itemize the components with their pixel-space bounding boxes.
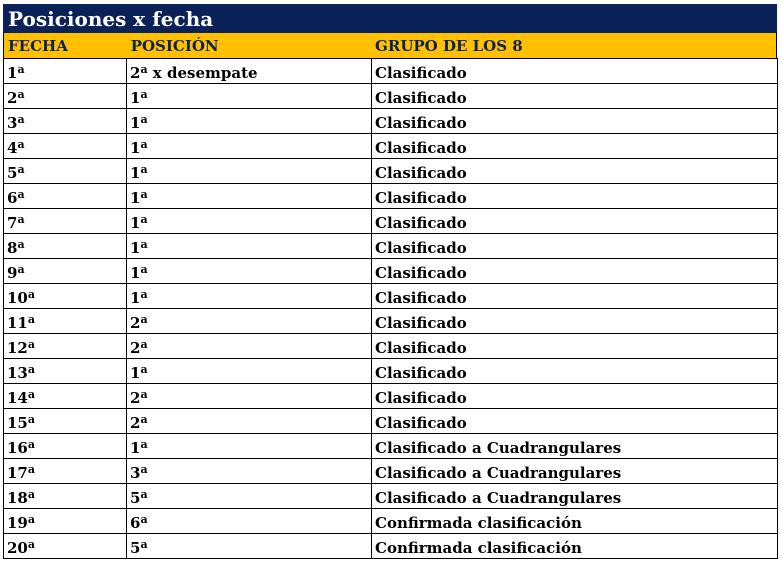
fecha-ordinal [7, 313, 35, 333]
cell-fecha[interactable] [4, 509, 127, 534]
fecha-number: 8 [7, 239, 18, 257]
cell-posicion[interactable] [127, 109, 372, 134]
fecha-ordinal [7, 488, 35, 508]
posicion-ordinal [130, 63, 148, 83]
cell-posicion[interactable] [127, 234, 372, 259]
header-grupo[interactable]: GRUPO DE LOS 8 [375, 36, 523, 55]
cell-posicion[interactable] [127, 159, 372, 184]
fecha-ordinal-suffix: a [17, 113, 25, 126]
posicion-number: 1 [130, 439, 141, 457]
table-row [4, 359, 778, 384]
fecha-ordinal [7, 238, 25, 258]
posicion-ordinal-suffix: a [140, 438, 148, 451]
table-row [4, 484, 778, 509]
cell-fecha[interactable] [4, 359, 127, 384]
posicion-number: 1 [130, 214, 141, 232]
cell-fecha[interactable] [4, 459, 127, 484]
cell-fecha[interactable] [4, 284, 127, 309]
posicion-number: 1 [130, 89, 141, 107]
cell-fecha[interactable] [4, 59, 127, 84]
cell-grupo[interactable]: Clasificado [372, 159, 778, 184]
cell-posicion[interactable] [127, 309, 372, 334]
fecha-ordinal [7, 413, 35, 433]
fecha-ordinal [7, 113, 25, 133]
cell-fecha[interactable] [4, 84, 127, 109]
fecha-ordinal-suffix: a [27, 288, 36, 301]
cell-grupo[interactable]: Clasificado [372, 209, 778, 234]
cell-posicion[interactable] [127, 359, 372, 384]
cell-grupo[interactable]: Clasificado [372, 359, 778, 384]
fecha-ordinal [7, 163, 25, 183]
table-row [4, 109, 778, 134]
cell-grupo[interactable]: Clasificado [372, 334, 778, 359]
fecha-ordinal-suffix: a [27, 413, 36, 426]
posicion-number: 2 [130, 414, 141, 432]
posicion-ordinal-suffix: a [140, 538, 148, 551]
posicion-ordinal-suffix: a [140, 363, 148, 376]
cell-fecha[interactable] [4, 134, 127, 159]
posicion-ordinal [130, 388, 148, 408]
fecha-number: 12 [7, 339, 28, 357]
posicion-ordinal-suffix: a [140, 338, 148, 351]
posicion-ordinal [130, 313, 148, 333]
posicion-number: 2 [130, 389, 141, 407]
cell-grupo[interactable]: Clasificado [372, 234, 778, 259]
spreadsheet [3, 4, 777, 559]
cell-grupo[interactable]: Clasificado [372, 409, 778, 434]
fecha-ordinal [7, 213, 25, 233]
posicion-ordinal-suffix: a [140, 413, 148, 426]
posicion-ordinal-suffix: a [140, 463, 148, 476]
table-row [4, 284, 778, 309]
cell-posicion[interactable] [127, 384, 372, 409]
cell-fecha[interactable] [4, 384, 127, 409]
fecha-ordinal-suffix: a [27, 363, 36, 376]
table-row [4, 384, 778, 409]
posicion-number: 2 [130, 314, 141, 332]
posicion-ordinal [130, 163, 148, 183]
posicion-ordinal-suffix: a [140, 188, 148, 201]
posicion-ordinal-suffix: a [140, 388, 148, 401]
fecha-number: 7 [7, 214, 18, 232]
fecha-number: 17 [7, 464, 28, 482]
cell-posicion[interactable] [127, 184, 372, 209]
fecha-ordinal-suffix: a [17, 238, 25, 251]
fecha-ordinal-suffix: a [27, 338, 36, 351]
cell-fecha[interactable] [4, 434, 127, 459]
cell-posicion[interactable] [127, 284, 372, 309]
posicion-number: 1 [130, 264, 141, 282]
fecha-ordinal [7, 263, 25, 283]
cell-posicion[interactable] [127, 434, 372, 459]
cell-grupo[interactable]: Clasificado [372, 84, 778, 109]
cell-grupo[interactable]: Clasificado [372, 134, 778, 159]
posicion-ordinal [130, 238, 148, 258]
posicion-ordinal [130, 188, 148, 208]
fecha-ordinal [7, 513, 35, 533]
cell-posicion[interactable] [127, 134, 372, 159]
posicion-ordinal [130, 113, 148, 133]
cell-fecha[interactable] [4, 184, 127, 209]
fecha-ordinal-suffix: a [17, 63, 25, 76]
cell-grupo[interactable]: Clasificado a Cuadrangulares [372, 434, 778, 459]
posicion-ordinal [130, 513, 148, 533]
fecha-number: 2 [7, 89, 18, 107]
fecha-number: 16 [7, 439, 28, 457]
posicion-ordinal [130, 288, 148, 308]
posicion-note: x desempate [147, 64, 258, 82]
posicion-number: 3 [130, 464, 141, 482]
table-row [4, 234, 778, 259]
cell-posicion[interactable] [127, 409, 372, 434]
table-row [4, 209, 778, 234]
posicion-ordinal-suffix: a [140, 138, 148, 151]
posicion-ordinal-suffix: a [140, 488, 148, 501]
posicion-ordinal-suffix: a [140, 63, 148, 76]
fecha-number: 13 [7, 364, 28, 382]
fecha-number: 15 [7, 414, 28, 432]
table-row [4, 534, 778, 559]
fecha-ordinal [7, 188, 25, 208]
fecha-number: 20 [7, 539, 28, 557]
posicion-ordinal [130, 438, 148, 458]
posicion-ordinal [130, 88, 148, 108]
cell-grupo[interactable]: Clasificado a Cuadrangulares [372, 484, 778, 509]
posicion-number: 2 [130, 339, 141, 357]
header-fecha[interactable]: FECHA [8, 36, 68, 55]
posicion-ordinal-suffix: a [140, 238, 148, 251]
posicion-ordinal [130, 213, 148, 233]
cell-grupo[interactable]: Confirmada clasificación [372, 509, 778, 534]
fecha-ordinal-suffix: a [27, 488, 36, 501]
fecha-number: 5 [7, 164, 18, 182]
fecha-ordinal [7, 463, 35, 483]
fecha-ordinal [7, 438, 35, 458]
posicion-ordinal [130, 488, 148, 508]
cell-posicion[interactable] [127, 334, 372, 359]
posicion-number: 1 [130, 139, 141, 157]
fecha-number: 14 [7, 389, 28, 407]
cell-grupo[interactable]: Clasificado [372, 259, 778, 284]
fecha-number: 3 [7, 114, 18, 132]
fecha-ordinal-suffix: a [27, 313, 36, 326]
cell-grupo[interactable]: Clasificado [372, 309, 778, 334]
posicion-ordinal [130, 263, 148, 283]
fecha-ordinal-suffix: a [17, 88, 25, 101]
fecha-number: 1 [7, 64, 18, 82]
posicion-number: 1 [130, 114, 141, 132]
fecha-ordinal [7, 388, 35, 408]
table-row [4, 59, 778, 84]
posicion-number: 1 [130, 289, 141, 307]
cell-fecha[interactable] [4, 259, 127, 284]
table-row [4, 159, 778, 184]
posicion-ordinal [130, 413, 148, 433]
fecha-number: 4 [7, 139, 18, 157]
cell-fecha[interactable] [4, 159, 127, 184]
cell-posicion[interactable] [127, 534, 372, 559]
cell-grupo[interactable]: Clasificado [372, 284, 778, 309]
cell-posicion[interactable] [127, 459, 372, 484]
cell-fecha[interactable] [4, 234, 127, 259]
posicion-ordinal-suffix: a [140, 113, 148, 126]
posicion-ordinal-suffix: a [140, 163, 148, 176]
sheet-title[interactable]: Posiciones x fecha [3, 4, 777, 33]
posicion-number: 1 [130, 164, 141, 182]
posicion-ordinal-suffix: a [140, 263, 148, 276]
fecha-ordinal [7, 338, 35, 358]
cell-fecha[interactable] [4, 409, 127, 434]
posicion-ordinal-suffix: a [140, 513, 148, 526]
header-posicion[interactable]: POSICIÓN [130, 36, 219, 55]
fecha-ordinal-suffix: a [27, 388, 36, 401]
fecha-ordinal-suffix: a [27, 463, 36, 476]
fecha-ordinal-suffix: a [27, 538, 36, 551]
column-header-row [3, 33, 777, 58]
posicion-ordinal-suffix: a [140, 88, 148, 101]
fecha-ordinal-suffix: a [17, 213, 25, 226]
posicion-number: 5 [130, 539, 141, 557]
cell-fecha[interactable] [4, 484, 127, 509]
posicion-ordinal [130, 463, 148, 483]
cell-posicion[interactable] [127, 259, 372, 284]
table-row [4, 184, 778, 209]
table-row [4, 459, 778, 484]
fecha-number: 19 [7, 514, 28, 532]
fecha-number: 10 [7, 289, 28, 307]
fecha-ordinal-suffix: a [27, 438, 36, 451]
cell-grupo[interactable]: Clasificado [372, 184, 778, 209]
cell-posicion[interactable] [127, 484, 372, 509]
cell-fecha[interactable] [4, 109, 127, 134]
cell-posicion[interactable] [127, 84, 372, 109]
posicion-number: 5 [130, 489, 141, 507]
table-row [4, 84, 778, 109]
cell-grupo[interactable]: Clasificado [372, 384, 778, 409]
posicion-number: 6 [130, 514, 141, 532]
table-row [4, 334, 778, 359]
cell-posicion[interactable] [127, 509, 372, 534]
posicion-ordinal [130, 363, 148, 383]
fecha-ordinal [7, 88, 25, 108]
posicion-ordinal-suffix: a [140, 213, 148, 226]
fecha-ordinal-suffix: a [17, 188, 25, 201]
table-row [4, 309, 778, 334]
posicion-number: 2 [130, 64, 141, 82]
table-row [4, 134, 778, 159]
table-row [4, 409, 778, 434]
cell-grupo[interactable]: Clasificado [372, 109, 778, 134]
posicion-ordinal-suffix: a [140, 288, 148, 301]
fecha-ordinal-suffix: a [17, 263, 25, 276]
fecha-ordinal-suffix: a [17, 138, 25, 151]
table-row [4, 259, 778, 284]
cell-grupo[interactable]: Clasificado a Cuadrangulares [372, 459, 778, 484]
cell-fecha[interactable] [4, 209, 127, 234]
fecha-number: 11 [7, 314, 28, 332]
table-row [4, 509, 778, 534]
fecha-ordinal [7, 288, 35, 308]
posicion-number: 1 [130, 239, 141, 257]
posicion-ordinal-suffix: a [140, 313, 148, 326]
fecha-ordinal-suffix: a [27, 513, 36, 526]
fecha-ordinal [7, 138, 25, 158]
posicion-ordinal [130, 338, 148, 358]
fecha-ordinal [7, 538, 35, 558]
posicion-ordinal [130, 538, 148, 558]
fecha-ordinal [7, 363, 35, 383]
cell-grupo[interactable]: Confirmada clasificación [372, 534, 778, 559]
cell-fecha[interactable] [4, 309, 127, 334]
posicion-ordinal [130, 138, 148, 158]
cell-fecha[interactable] [4, 534, 127, 559]
cell-posicion[interactable] [127, 59, 372, 84]
fecha-number: 6 [7, 189, 18, 207]
posicion-number: 1 [130, 364, 141, 382]
cell-posicion[interactable] [127, 209, 372, 234]
table-row [4, 434, 778, 459]
cell-grupo[interactable]: Clasificado [372, 59, 778, 84]
cell-fecha[interactable] [4, 334, 127, 359]
fecha-number: 9 [7, 264, 18, 282]
fecha-ordinal-suffix: a [17, 163, 25, 176]
fecha-ordinal [7, 63, 25, 83]
positions-table [3, 58, 778, 559]
fecha-number: 18 [7, 489, 28, 507]
posicion-number: 1 [130, 189, 141, 207]
table-body [4, 59, 778, 559]
